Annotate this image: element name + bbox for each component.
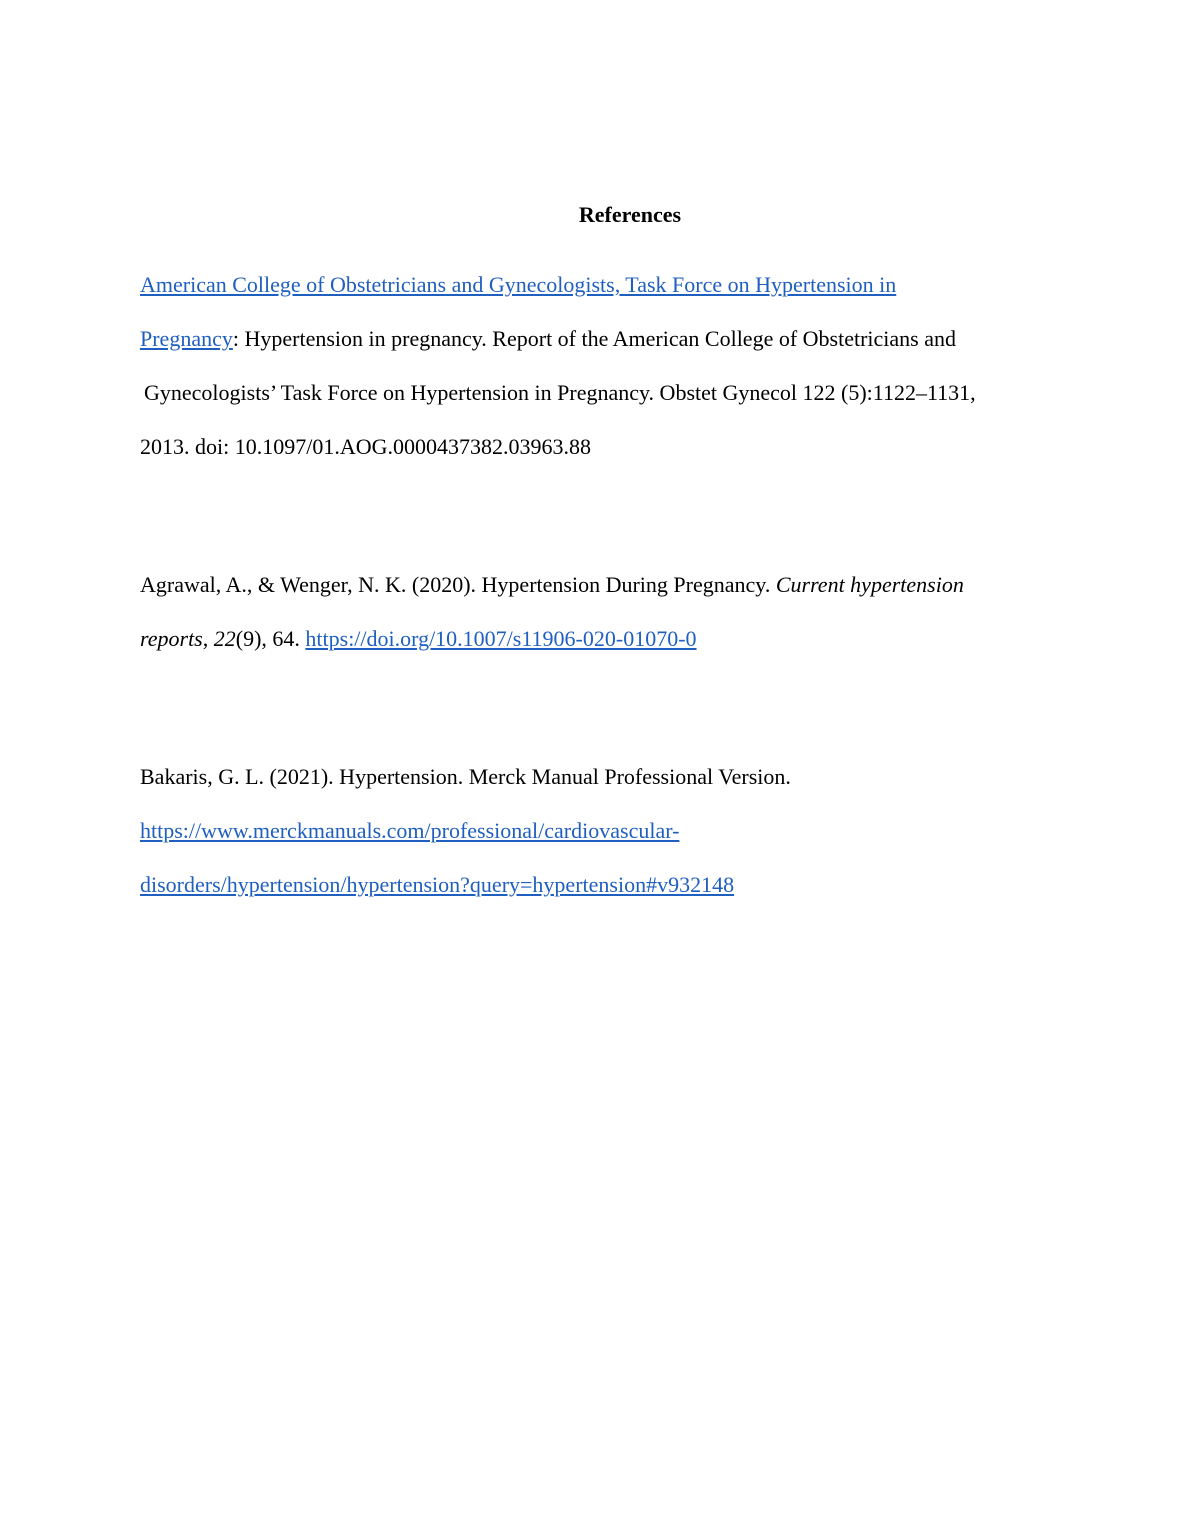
agrawal-journal-continued: reports [140, 626, 203, 651]
agrawal-journal: Current hypertension [775, 572, 964, 597]
agrawal-volume: 22 [213, 626, 236, 651]
reference-acog-line-3 [144, 378, 976, 408]
acog-link-continued[interactable]: Pregnancy [140, 326, 233, 351]
bakaris-url-link-continued[interactable]: disorders/hypertension/hypertension?query=hypertension#v932148 [140, 872, 735, 897]
reference-bakaris-line-1 [140, 762, 791, 792]
reference-bakaris-line-2 [140, 816, 679, 846]
bakaris-text: Bakaris, G. L. (2021). Hypertension. Merck Manual Professional Version. [140, 764, 791, 789]
agrawal-separator: , [202, 626, 214, 651]
page-title: References [578, 202, 682, 227]
bakaris-url-link[interactable]: https://www.merckmanuals.com/professional/cardiovascular- [140, 818, 680, 843]
reference-agrawal-line-1 [140, 570, 964, 600]
agrawal-text: Agrawal, A., & Wenger, N. K. (2020). Hypertension During Pregnancy. [140, 572, 776, 597]
reference-agrawal-line-2 [140, 624, 697, 654]
reference-acog-line-1 [140, 270, 896, 300]
agrawal-doi-link[interactable]: https://doi.org/10.1007/s11906-020-01070-0 [305, 626, 697, 651]
reference-acog-line-4 [140, 432, 591, 462]
acog-link[interactable]: American College of Obstetricians and Gynecologists, Task Force on Hypertension in [140, 272, 897, 297]
agrawal-issue-pages: (9), 64. [235, 626, 306, 651]
acog-doi-text: 2013. doi: 10.1097/01.AOG.0000437382.03963.88 [140, 434, 591, 459]
reference-acog-line-2 [140, 324, 956, 354]
reference-bakaris-line-3 [140, 870, 734, 900]
acog-text: : Hypertension in pregnancy. Report of the American College of Obstetricians and [232, 326, 957, 351]
acog-text-continued: Gynecologists’ Task Force on Hypertension in Pregnancy. Obstet Gynecol 122 (5):1122–1131, [144, 380, 976, 405]
